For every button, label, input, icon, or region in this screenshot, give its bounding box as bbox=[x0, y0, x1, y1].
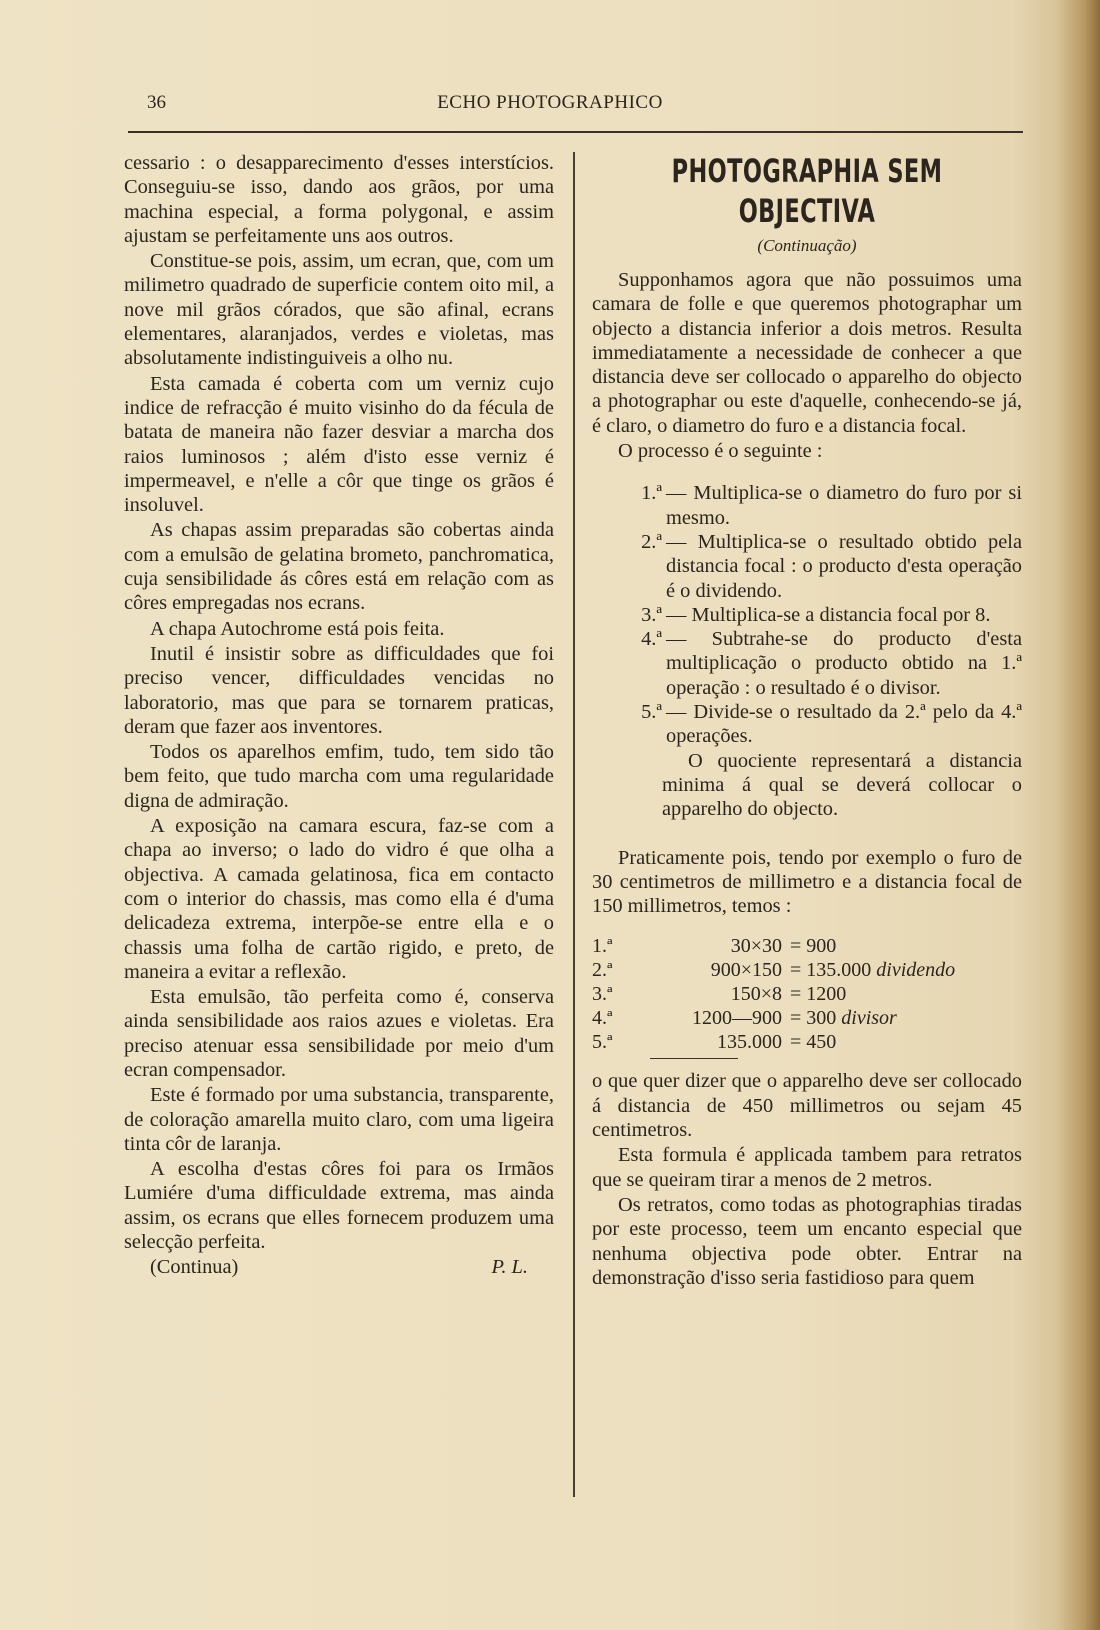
list-item bbox=[592, 530, 1022, 603]
paragraph: Este é formado por uma substancia, transparente, de coloração amarella muito claro, com uma ligeira tinta côr de laranja. bbox=[124, 1084, 554, 1155]
step-text: — Multiplica-se o resultado obtido pela distancia focal : o producto d'esta operação é o dividendo. bbox=[666, 530, 1022, 602]
calc-step: 5.ª bbox=[592, 1031, 613, 1054]
step-text: — Multiplica-se a distancia focal por 8. bbox=[666, 603, 991, 626]
step-text: — Multiplica-se o diametro do furo por si mesmo. bbox=[666, 482, 1022, 529]
left-column bbox=[124, 151, 554, 1280]
table-row bbox=[592, 1030, 955, 1054]
paragraph: A exposição na camara escura, faz-se com a chapa ao inverso; o lado do vidro é que olha a objectiva. A camada gelatinosa, fica em contacto com o interior do chassis, mas como ella é d'uma delicadeza extrema, interpõe-se entre ella e o chassis uma folha de cartão rigido, e preto, de maneira a evitar a reflexão. bbox=[124, 815, 554, 983]
calc-label: dividendo bbox=[876, 959, 956, 982]
table-row bbox=[592, 982, 955, 1006]
paragraph: O processo é o seguinte : bbox=[618, 440, 823, 463]
running-title: ECHO PHOTOGRAPHICO bbox=[437, 92, 663, 113]
calc-result: = 1200 bbox=[790, 983, 847, 1006]
step-number: 5.ª bbox=[641, 701, 662, 724]
step-number: 4.ª bbox=[641, 628, 662, 651]
calc-result: = 135.000 bbox=[790, 959, 872, 982]
byline bbox=[124, 1255, 554, 1279]
calc-expression: 1200—900 bbox=[692, 1007, 782, 1030]
calc-step: 3.ª bbox=[592, 983, 613, 1006]
quociente-note: O quociente representará a distancia minima á qual se deverá collocar o apparelho do objecto. bbox=[662, 749, 1022, 821]
calc-result-cell bbox=[790, 1030, 955, 1054]
calc-expression: 150×8 bbox=[730, 983, 782, 1006]
sum-rule bbox=[650, 1058, 738, 1059]
step-number: 2.ª bbox=[641, 530, 662, 553]
paragraph: Constitue-se pois, assim, um ecran, que, com um milimetro quadrado de superficie contem oito mil, a nove mil grãos córados, que são afinal, ecrans elementares, alaranjados, verdes e violetas, mas absolutamente indistinguiveis a olho nu. bbox=[124, 250, 554, 370]
article-title: PHOTOGRAPHIA SEM OBJECTIVA bbox=[671, 152, 943, 230]
calc-result: = 450 bbox=[790, 1031, 837, 1054]
header-rule bbox=[128, 131, 1023, 133]
calculation-table bbox=[592, 934, 955, 1054]
paragraph: Esta emulsão, tão perfeita como é, conserva ainda sensibilidade aos raios azues e violetas. Era preciso atenuar essa sensibilidade por meio d'um ecran compensador. bbox=[124, 986, 554, 1081]
article-subtitle: (Continuação) bbox=[757, 236, 857, 255]
calc-result-cell bbox=[790, 982, 955, 1006]
table-row bbox=[592, 1006, 955, 1030]
table-row bbox=[592, 934, 955, 958]
paragraph: As chapas assim preparadas são cobertas ainda com a emulsão de gelatina brometo, panchromatica, cuja sensibilidade ás côres está em relação com as côres empregadas nos ecrans. bbox=[124, 519, 554, 615]
list-item bbox=[592, 481, 1022, 530]
step-number: 1.ª bbox=[641, 482, 662, 505]
calc-result-cell bbox=[790, 1006, 955, 1030]
calc-step: 4.ª bbox=[592, 1007, 613, 1030]
paragraph: Inutil é insistir sobre as difficuldades que foi preciso vencer, difficuldades vencidas no laboratorio, mas que para se tornarem praticas, deram que fazer aos inventores. bbox=[124, 642, 554, 738]
paragraph: Praticamente pois, tendo por exemplo o furo de 30 centimetros de millimetro e a distancia focal de 150 millimetros, temos : bbox=[592, 846, 1022, 918]
page-number: 36 bbox=[147, 92, 166, 113]
paragraph: A chapa Autochrome está pois feita. bbox=[150, 617, 445, 640]
paragraph: Supponhamos agora que não possuimos uma camara de folle e que queremos photographar um objecto a distancia inferior a dois metros. Resulta immediatamente a necessidade de conhecer a que distancia deve ser collocado o apparelho do objecto a photographar ou este d'aquelle, conhecendo-se já, é claro, o diametro do furo e a distancia focal. bbox=[592, 269, 1022, 437]
column-divider bbox=[573, 152, 575, 1497]
paragraph: Esta formula é applicada tambem para retratos que se queiram tirar a menos de 2 metros. bbox=[592, 1144, 1022, 1191]
step-text: — Subtrahe-se do producto d'esta multiplicação o producto obtido na 1.ª operação : o resultado é o divisor. bbox=[666, 628, 1022, 699]
steps-list bbox=[592, 481, 1022, 821]
list-item bbox=[592, 700, 1022, 749]
paragraph: Todos os aparelhos emfim, tudo, tem sido tão bem feito, que tudo marcha com uma regularidade digna de admiração. bbox=[124, 741, 554, 812]
calc-result-cell bbox=[790, 958, 955, 982]
paragraph: A escolha d'estas côres foi para os Irmãos Lumiére d'uma difficuldade extrema, mas ainda assim, os ecrans que elles fornecem produzem uma selecção perfeita. bbox=[124, 1158, 554, 1254]
continua-note: (Continua) bbox=[150, 1256, 239, 1279]
right-column bbox=[592, 151, 1022, 1290]
calc-step: 2.ª bbox=[592, 959, 613, 982]
paragraph: o que quer dizer que o apparelho deve ser collocado á distancia de 450 millimetros ou sejam 45 centimetros. bbox=[592, 1070, 1022, 1142]
table-row bbox=[592, 958, 955, 982]
step-text: — Divide-se o resultado da 2.ª pelo da 4.ª operações. bbox=[666, 701, 1022, 748]
paragraph: Os retratos, como todas as photographias tiradas por este processo, teem um encanto especial que nenhuma objectiva pode obter. Entrar na demonstração d'isso seria fastidioso para quem bbox=[592, 1193, 1022, 1289]
list-item bbox=[592, 603, 1022, 627]
calc-step: 1.ª bbox=[592, 935, 613, 958]
calc-expression: 30×30 bbox=[730, 935, 782, 958]
calc-result: = 300 bbox=[790, 1007, 837, 1030]
calc-result-cell bbox=[790, 934, 955, 958]
calc-label: divisor bbox=[841, 1007, 897, 1030]
calc-expression: 135.000 bbox=[717, 1031, 782, 1054]
paragraph: cessario : o desapparecimento d'esses interstícios. Conseguiu-se isso, dando aos grãos, por uma machina especial, a forma polygonal, e assim ajustam se perfeitamente uns aos outros. bbox=[124, 152, 554, 247]
spacer bbox=[592, 822, 1022, 846]
author-initials: P. L. bbox=[491, 1256, 528, 1279]
paragraph: Esta camada é coberta com um verniz cujo indice de refracção é muito visinho do da fécula de batata de maneira não fazer desviar a marcha dos raios luminosos ; além d'isto esse verniz é impermeavel, e n'elle a côr que tinge os grãos é insoluvel. bbox=[124, 372, 554, 517]
calc-expression: 900×150 bbox=[710, 959, 782, 982]
step-number: 3.ª bbox=[641, 603, 662, 626]
list-item bbox=[592, 627, 1022, 700]
calc-result: = 900 bbox=[790, 935, 837, 958]
